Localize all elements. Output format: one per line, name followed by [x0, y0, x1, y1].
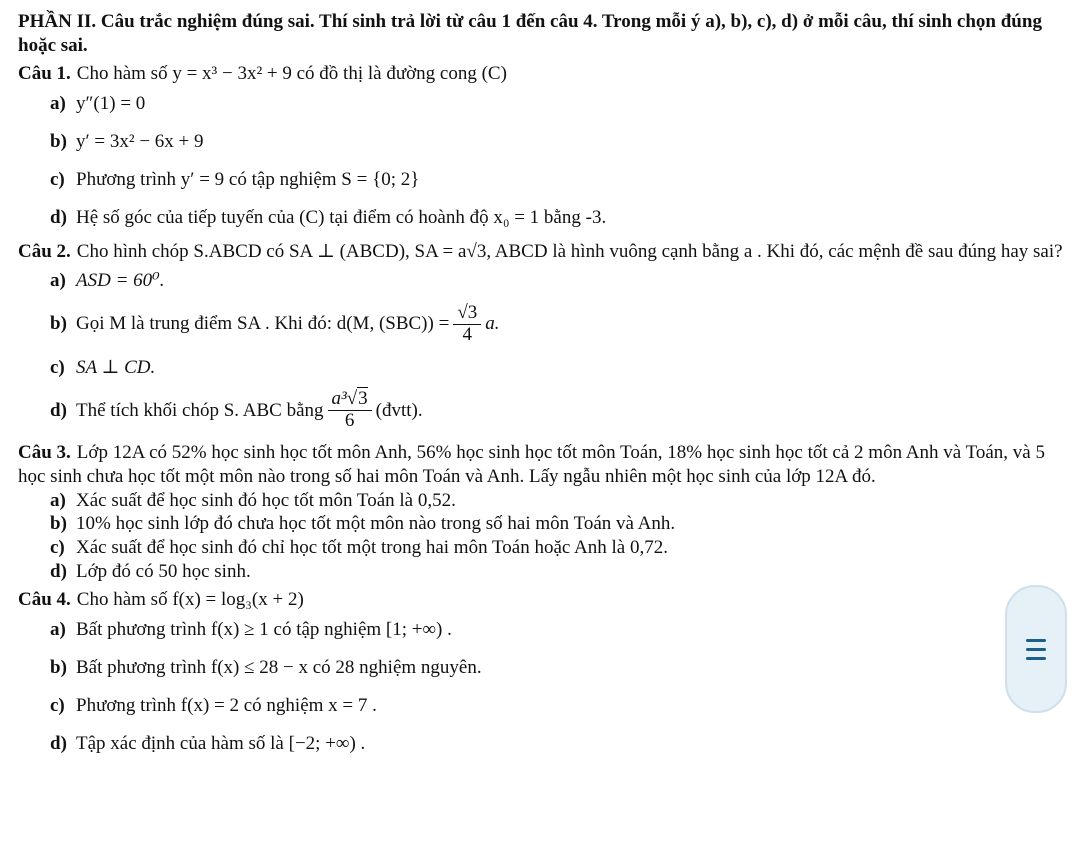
question-text: Cho hình chóp S.ABCD có SA ⊥ (ABCD), SA = a√3, ABCD là hình vuông cạnh bằng a . Khi đó, các mệnh đề sau đúng hay sai?	[76, 241, 1063, 263]
q3-option-a: a) Xác suất để học sinh đó học tốt môn Toán là 0,52.	[50, 489, 456, 511]
q4-option-d: d) Tập xác định của hàm số là [−2; +∞) .	[50, 732, 366, 754]
q2-option-d: d) Thể tích khối chóp S. ABC bằng $\frac{\text{a³√3}}{6}$ (đvtt).	[50, 388, 423, 432]
q2-option-b: b) Gọi M là trung điểm SA . Khi đó: d(M, (SBC)) = $\frac{√3}{4}$ a.	[50, 301, 500, 345]
question-number: Câu 4.	[18, 588, 71, 610]
section-header: PHẦN II. Câu trắc nghiệm đúng sai. Thí sinh trả lời từ câu 1 đến câu 4. Trong mỗi ý a), b), c), d) ở mỗi câu, thí sinh chọn đúng hoặc sai.	[18, 11, 1042, 56]
q2-option-c: c) SA ⊥ CD.	[50, 356, 156, 378]
q4-option-b: b) Bất phương trình f(x) ≤ 28 − x có 28 nghiệm nguyên.	[50, 657, 482, 679]
q1-option-d: d) Hệ số góc của tiếp tuyến của (C) tại điểm có hoành độ x₀ = 1 bằng -3.	[50, 206, 607, 228]
q3-option-c: c) Xác suất để học sinh đó chỉ học tốt một trong hai môn Toán hoặc Anh là 0,72.	[50, 537, 668, 559]
menu-grip-icon	[1026, 639, 1046, 660]
document-page	[18, 10, 1068, 762]
q1-option-a: a) y″(1) = 0	[50, 93, 146, 115]
q3-option-b: b) 10% học sinh lớp đó chưa học tốt một môn nào trong số hai môn Toán và Anh.	[50, 513, 676, 535]
question-4-stem	[18, 588, 1068, 612]
q2-option-a: a) ASD = 60⁰.	[50, 270, 165, 291]
question-text: Lớp 12A có 52% học sinh học tốt môn Anh, 56% học sinh học tốt môn Toán, 18% học sinh học tốt cả 2 môn Anh và Toán, và 5 học sinh chưa học tốt một môn nào trong số hai môn Toán và Anh. Lấy ngẫu nhiên một học sinh của lớp 12A đó.	[18, 442, 1045, 487]
question-1-stem	[18, 62, 1068, 86]
question-number: Câu 1.	[18, 62, 71, 84]
question-number: Câu 2.	[18, 241, 71, 263]
question-text: Cho hàm số f(x) = log₃(x + 2)	[76, 588, 304, 610]
question-3-stem	[18, 441, 1068, 489]
q3-option-d: d) Lớp đó có 50 học sinh.	[50, 560, 251, 582]
question-text: Cho hàm số y = x³ − 3x² + 9 có đồ thị là đường cong (C)	[76, 62, 507, 84]
fraction: $\frac{√3}{4}$	[453, 303, 481, 346]
q1-option-c: c) Phương trình y′ = 9 có tập nghiệm S = {0; 2}	[50, 168, 420, 190]
question-number: Câu 3.	[18, 442, 71, 464]
fraction: $\frac{\text{a³√3}}{6}$	[328, 389, 372, 432]
q1-option-b: b) y′ = 3x² − 6x + 9	[50, 131, 204, 152]
q4-option-a: a) Bất phương trình f(x) ≥ 1 có tập nghiệm [1; +∞) .	[50, 619, 452, 641]
q4-option-c: c) Phương trình f(x) = 2 có nghiệm x = 7 .	[50, 694, 377, 716]
question-2	[18, 240, 1068, 437]
question-1	[18, 62, 1068, 237]
question-2-stem	[18, 240, 1068, 264]
question-4	[18, 588, 1068, 763]
scroll-handle[interactable]	[1005, 585, 1067, 713]
question-3	[18, 441, 1068, 584]
